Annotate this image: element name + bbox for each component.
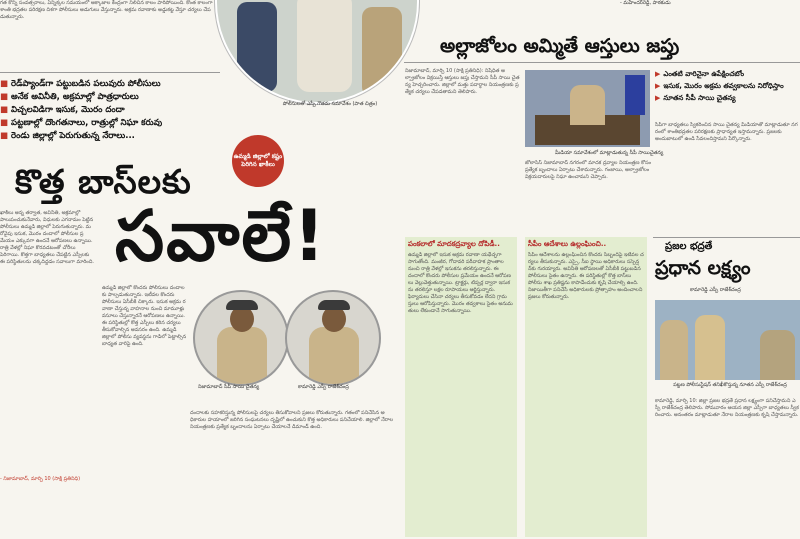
side-byline: కామారెడ్డి ఎస్పీ రాజేశ్‌చంద్ర xyxy=(690,287,741,293)
officer-photo-2 xyxy=(285,290,381,386)
article-highlights xyxy=(655,68,800,104)
green-sidebar-2-body: సీపీం ఆదేశాలను ఉల్లంఘించిన కొందరు సిబ్బందిపై ఇటీవల చర్యలు తీసుకున్నారు. ఎస్సై, సీఐ స్థాయి అధికారులు సస్పెన్షన్‌కు గురయ్యారు. అవినీతి ఆరోపణలతో ఏసీబీకి పట్టుబడిన పోలీసులు సైతం ఉన్నారు. ఈ పరిస్థితుల్లో కొత్త బాస్‌లు పోలీసు శాఖ ప్రతిష్టను కాపాడేందుకు కృషి చేయాల్సి ఉంది. నిజాయితీగా పనిచేసే అధికారులకు ప్రోత్సాహం అందించాలని ప్రజలు కోరుతున్నారు. xyxy=(528,252,644,300)
article-photo-caption: మీడియా సమావేశంలో మాట్లాడుతున్న సీపీ సాయిచైతన్య xyxy=(555,150,664,156)
top-left-article-text: గత కొన్ని సంవత్సరాలు, ఏన్నిక్కల సమయంలో ఆక్కాజాల కేంద్రంగా నిలిచిన కాలం పారిపోయింది. కొంత కాలంగా శాంతి భద్రతల పరిరక్షణ దిశగా పోలీసులు అడుగులు వేస్తున్నారు. అక్రమ రవాణాకు అడ్డుకట్ట వేస్తూ చర్యలు చేపడుతున్నారు. xyxy=(0,0,213,20)
mid-column-text: ఉమ్మడి జిల్లాలో కొందరు పోలీసులు దందాలకు పాల్పడుతున్నారు. ఇటీవల కొందరు పోలీసులు ఏసీబీకి చిక్కారు. ఇసుక అక్రమ రవాణా చేస్తున్న వాహనాల నుంచి మామూళ్లు వసూలు చేస్తున్నారనే ఆరోపణలు ఉన్నాయి. ఈ పరిస్థితుల్లో కొత్త ఎస్పీలు కఠిన చర్యలు తీసుకోవాల్సిన అవసరం ఉంది. ఉమ్మడి జిల్లాలో పోలీసు వ్యవస్థను గాడిలో పెట్టాల్సిన బాధ్యత వారిపై ఉంది. xyxy=(102,285,187,347)
highlight-item: ■ పట్టణాల్లో దొంగతనాలు, రాత్రుల్లో నిఘా కరువు xyxy=(0,118,163,128)
highlights-list xyxy=(0,78,225,143)
top-right-byline: - మహేందర్‌రెడ్డి, పాఠకుడు xyxy=(620,0,671,6)
left-column-body: ఖాకీలు అన్న తర్వాత, అవినీతి, అక్రమాల్లో పాలుపంచుకునేవారు, విధులకు ఎగనామం పెట్టిన పోలీసులు ఉమ్మడి జిల్లాలో పెరుగుతున్నారు. మరోవైపు ఇసుక, మొరం దందాలో పోలీసుల ప్రమేయం ఎక్కువగా ఉందనే ఆరోపణలు ఉన్నాయి. రాత్రి వేళల్లో నిఘా కొరవడటంతో చోరీలు పెరిగాయి. కొత్తగా బాధ్యతలు చేపట్టిన ఎస్పీలకు ఈ పరిస్థితులను చక్కదిద్దడం సవాలుగా మారింది. xyxy=(0,210,94,265)
highlight-item: ■ రెండు జిల్లాల్లో పెరుగుతున్న నేరాలు... xyxy=(0,131,135,141)
side-column-text: కామారెడ్డి, మార్చి 10: జిల్లా ప్రజల భద్రతే ప్రధాన లక్ష్యంగా పనిచేస్తామని ఎస్పీ రాజేశ్‌చంద్ర తెలిపారు. సోమవారం ఆయన జిల్లా ఎస్పీగా బాధ్యతలు స్వీకరించారు. అనంతరం మాట్లాడుతూ నేరాల నియంత్రణకు కృషి చేస్తామన్నారు. xyxy=(655,398,799,418)
green-sidebar-1 xyxy=(405,237,517,537)
left-column-signature: - నిజామాబాద్, మార్చి 10 (సాక్షి ప్రతినిధి) xyxy=(0,476,81,482)
green-sidebar-1-heading: పంకలాలో మాదకద్రవ్యాల దోపిడీ.. xyxy=(408,240,500,248)
article-photo xyxy=(525,70,650,147)
officer-photo-1 xyxy=(193,290,289,386)
highlight-item: ■ అనేక అవినీతి, అక్రమాల్లో పాత్రధారులు xyxy=(0,92,139,102)
mid-column-2-text: దందాలకు సహకరిస్తున్న పోలీసులపై చర్యలు తీసుకోవాలని ప్రజలు కోరుతున్నారు. గతంలో పనిచేసిన అధికారుల హయాంలో జరిగిన సంఘటనలు దృష్టిలో ఉంచుకుని కొత్త అధికారులు పనిచేయాలి. జిల్లాలో నేరాల నియంత్రణకు ప్రత్యేక బృందాలను ఏర్పాటు చేయాలనే డిమాండ్ ఉంది. xyxy=(190,410,393,430)
highlight-item: ■ విచ్చలవిడిగా ఇసుక, మొరం దందా xyxy=(0,105,125,115)
main-headline-line1: కొత్త బాస్‌లకు xyxy=(15,162,192,201)
top-photo xyxy=(215,0,419,104)
article-highlight-item: ▶ ఇసుక, మొరం అక్రమ తవ్వకాలను నిరోధిస్తాం xyxy=(655,82,784,90)
red-badge: ఉమ్మడి జిల్లాలో కష్టం పెరిగిన ఖాకీలు xyxy=(232,135,284,187)
side-photo xyxy=(655,300,800,380)
left-column-text xyxy=(0,210,95,490)
side-photo-caption: పట్టణ పోలీసుస్టేషన్ తనిఖీకొస్తున్న నూతన ఎస్పీ రాజేశ్‌చంద్ర xyxy=(673,382,787,388)
divider xyxy=(0,72,220,73)
divider xyxy=(653,237,800,238)
side-headline-line2: ప్రధాన లక్ష్యం xyxy=(655,257,751,279)
article-highlight-item: ▶ నూతన సీపీ సాయి చైతన్య xyxy=(655,94,736,102)
highlight-item: ■ రెడ్‌ప్యాండ్‌గా పట్టుబడిన పలువురు పోలీసులు xyxy=(0,79,161,89)
officer-photo-1-caption: నిజామాబాద్ సీపీ సాయి చైతన్య xyxy=(198,384,260,390)
divider xyxy=(404,62,800,63)
article-headline: అల్లాజోలం అమ్మితే ఆస్తులు జప్తు xyxy=(440,35,680,57)
article-text: నిజామాబాద్, మార్చి 10 (సాక్షి ప్రతినిధి): నిషేధిత అల్ప్రాజోలం విక్రయిస్తే ఆస్తులు జప్తు చేస్తామని సీపీ సాయి చైతన్య హెచ్చరించారు. జిల్లాలో మత్తు పదార్థాల నియంత్రణకు ప్రత్యేక చర్యలు చేపడతామని తెలిపారు. xyxy=(405,68,520,95)
green-sidebar-1-body: ఉమ్మడి జిల్లాలో ఇసుక అక్రమ రవాణా యథేచ్ఛగా సాగుతోంది. మంజీర, గోదావరి పరీవాహక ప్రాంతాల నుంచి రాత్రి వేళల్లో ఇసుకను తరలిస్తున్నారు. ఈ దందాలో కొందరు పోలీసుల ప్రమేయం ఉందనే ఆరోపణలు వెల్లువెత్తుతున్నాయి. ట్రాక్టర్లు, టిప్పర్ల ద్వారా ఇసుకను తరలిస్తూ లక్షల రూపాయలు ఆర్జిస్తున్నారు. ఫిర్యాదులు చేసినా చర్యలు తీసుకోవడం లేదని గ్రామస్తులు ఆరోపిస్తున్నారు. మొరం తవ్వకాలు సైతం అనుమతులు లేకుండానే సాగుతున్నాయి. xyxy=(408,252,513,314)
article-highlight-item: ▶ ఎంతటి వారినైనా ఉపేక్షించబోం xyxy=(655,70,745,78)
officer-photo-2-caption: కామారెడ్డి ఎస్పీ రాజేశ్‌చంద్ర xyxy=(298,384,349,390)
green-sidebar-2-heading: సీపీం ఆదేశాలు ఉల్లంఘించి.. xyxy=(528,240,607,248)
main-headline-line2: సవాలే! xyxy=(115,195,328,277)
top-photo-caption: పోలీసులతో ఎస్పీ గౌతమ సమావేశం (పాత చిత్రం) xyxy=(282,101,378,107)
article-text-2: జోలాసిస్ నిజామాబాద్ నగరంలో మాదక ద్రవ్యాల నియంత్రణ కోసం ప్రత్యేక బృందాలు ఏర్పాటు చేశామన్నారు. గంజాయి, అల్ప్రాజోలం విక్రయదారులపై నిఘా ఉంచామని చెప్పారు. xyxy=(525,160,652,180)
green-sidebar-2 xyxy=(525,237,647,537)
right-column-text: సీపీగా బాధ్యతలు స్వీకరించిన సాయి చైతన్య మీడియాతో మాట్లాడుతూ నగరంలో శాంతిభద్రతల పరిరక్షణకు ప్రాధాన్యత ఇస్తామన్నారు. ప్రజలకు అందుబాటులో ఉండి సేవలందిస్తామని పేర్కొన్నారు. xyxy=(655,122,798,142)
side-headline-line1: ప్రజల భద్రతే xyxy=(665,241,713,252)
